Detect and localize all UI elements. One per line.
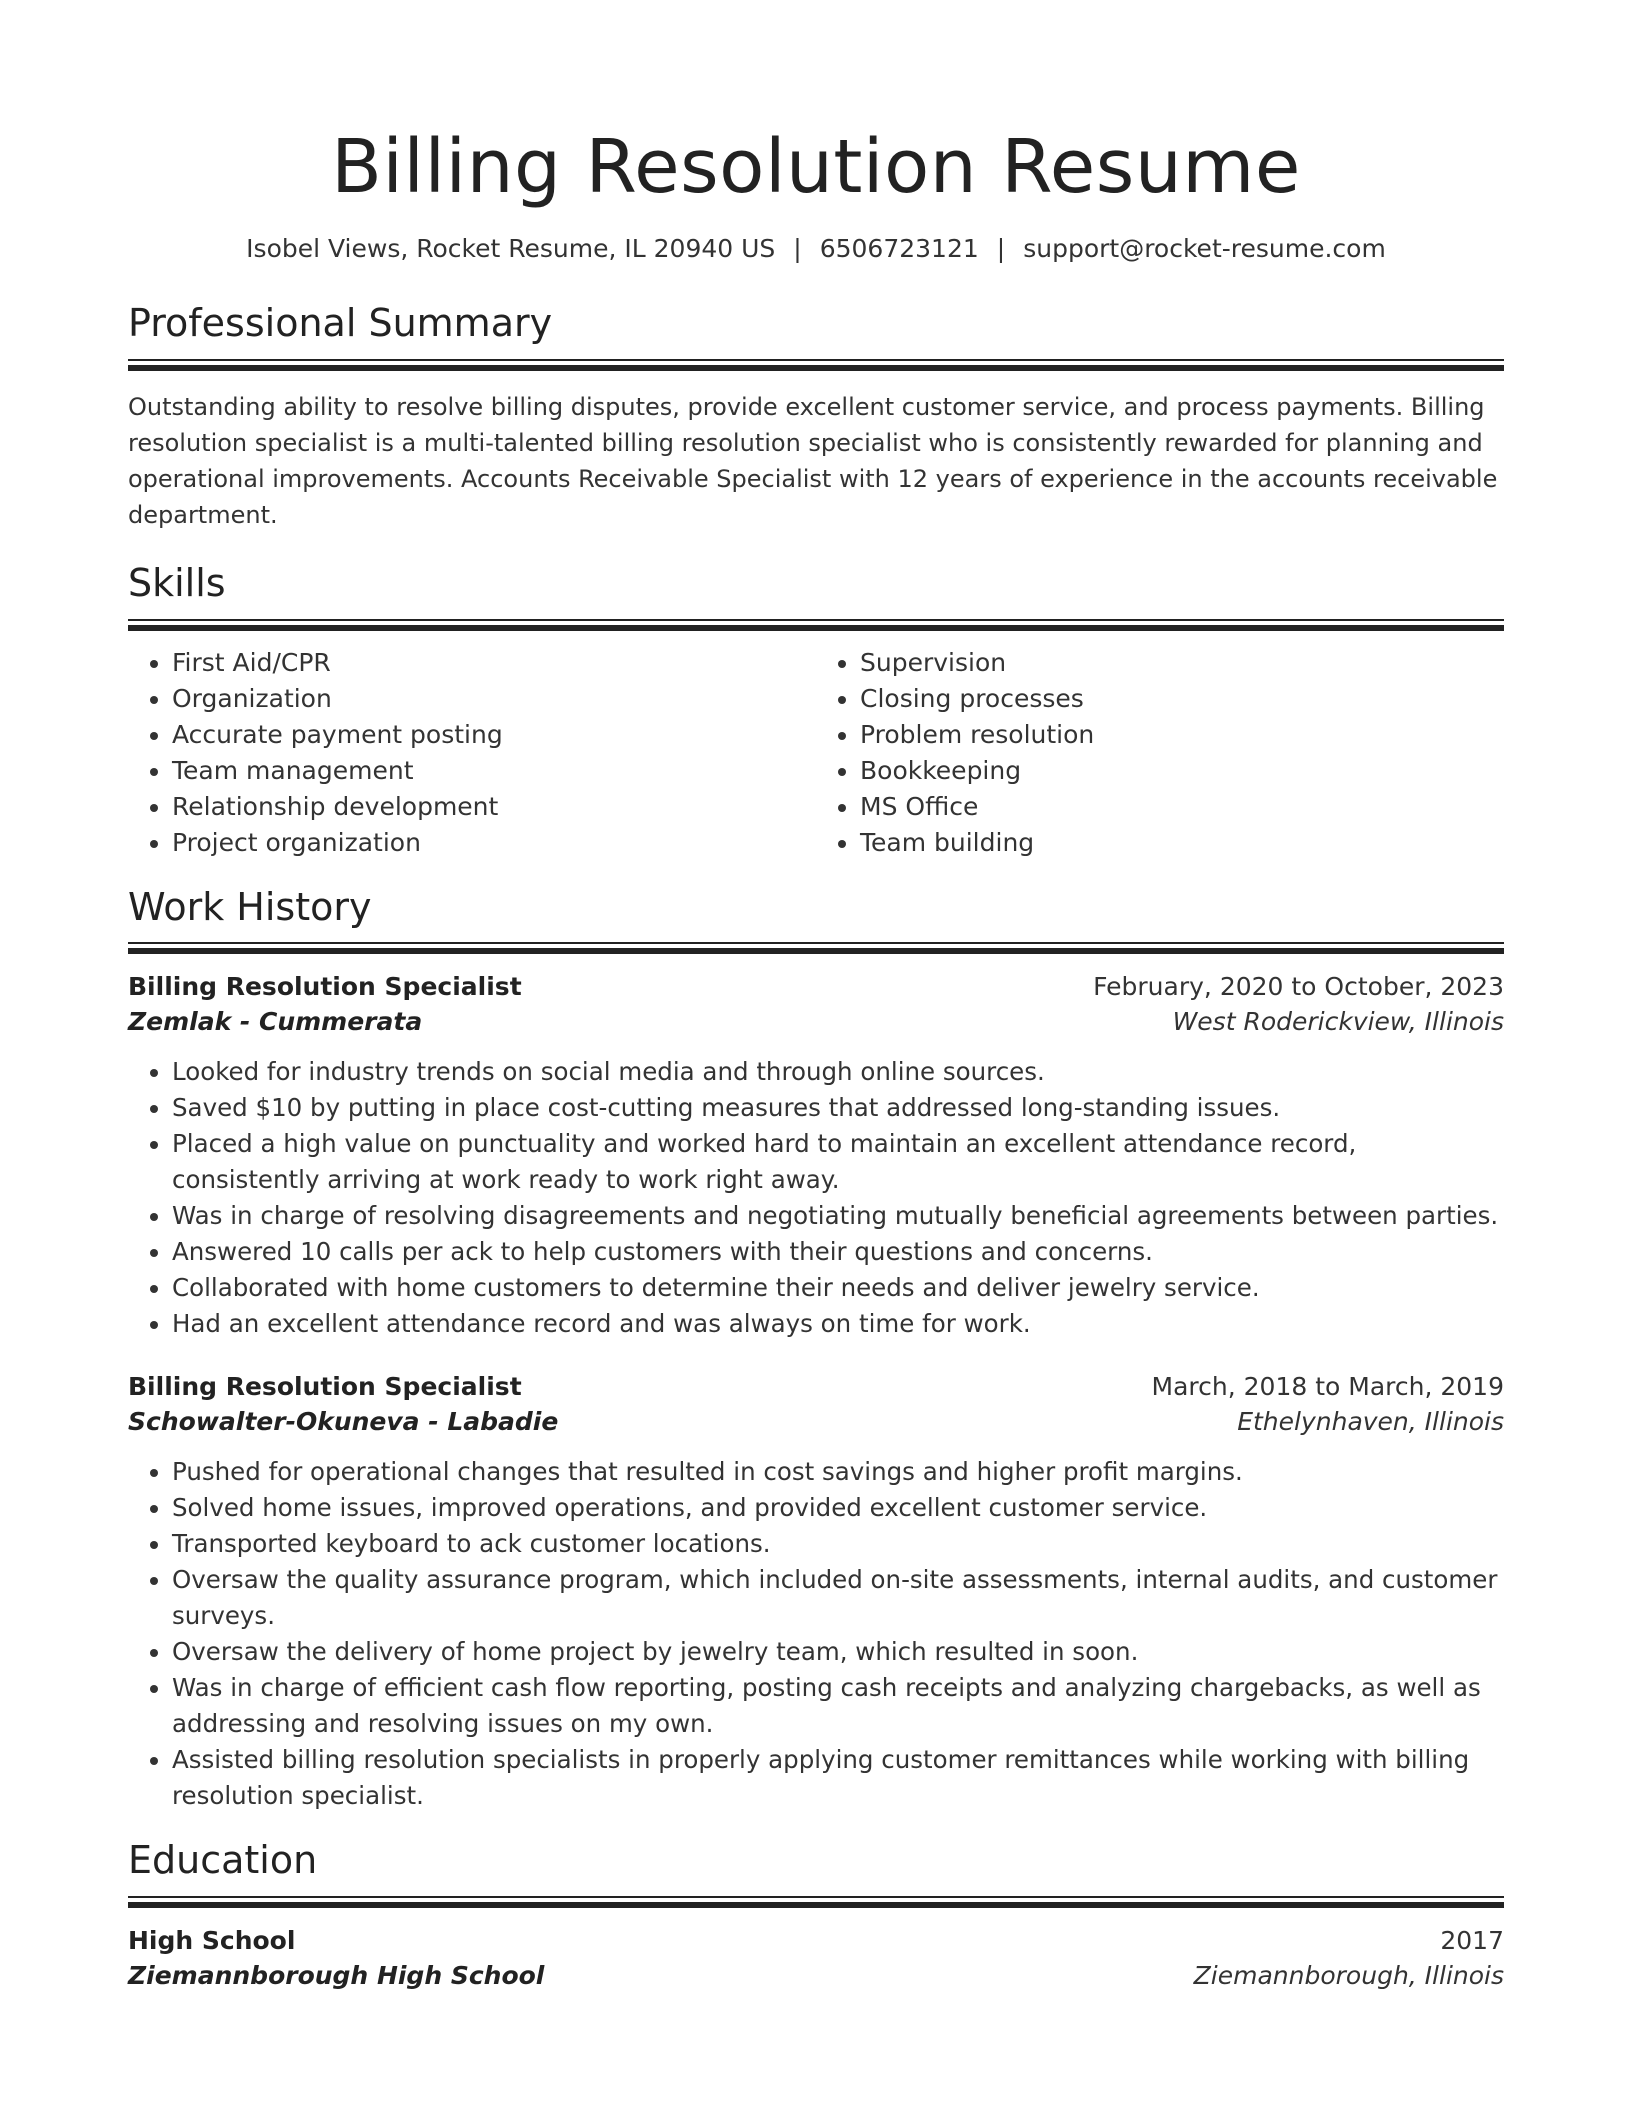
section-title-education: Education [128,1838,318,1883]
skill-item: • Team management [172,753,816,789]
job-location: Ethelynhaven, Illinois [1237,1407,1504,1437]
skills-column-left [128,645,816,861]
email[interactable]: support@rocket-resume.com [1023,234,1386,263]
graduation-year: 2017 [1440,1926,1504,1956]
resume-title: Billing Resolution Resume [331,124,1301,210]
section-divider [128,359,1504,371]
skill-item: • Problem resolution [860,717,1504,753]
job-title: Billing Resolution Specialist [128,972,522,1002]
section-divider [128,1896,1504,1908]
job-bullet: • Saved $10 by putting in place cost-cutting measures that addressed long-standing issues. [172,1090,1504,1126]
skills-list [128,645,1504,861]
section-divider [128,619,1504,631]
job-bullet: • Collaborated with home customers to determine their needs and deliver jewelry service. [172,1270,1504,1306]
job-bullet: • Solved home issues, improved operations, and provided excellent customer service. [172,1490,1504,1526]
job-bullets [128,1054,1504,1342]
summary-section [128,303,1504,533]
skill-item: • Closing processes [860,681,1504,717]
job-header [128,972,1504,1001]
section-title-skills: Skills [128,560,226,605]
job-bullet: • Was in charge of resolving disagreements and negotiating mutually beneficial agreements between parties. [172,1198,1504,1234]
job-header [128,1372,1504,1401]
section-title-summary: Professional Summary [128,301,553,345]
job-subheader [128,1007,1504,1036]
skill-item: • Project organization [172,825,816,861]
job-location: West Roderickview, Illinois [1172,1007,1504,1037]
work-history-section [128,884,1504,1815]
contact-line [128,234,1504,263]
skills-section [128,560,1504,861]
skill-item: • Relationship development [172,789,816,825]
skill-item: • First Aid/CPR [172,645,816,681]
education-subheader [128,1961,1504,1990]
education-section [128,1840,1504,1990]
summary-text: Outstanding ability to resolve billing disputes, provide excellent customer service, and process payments. Billing resolution specialist is a multi-talented billing resolution specialist who is consistently rewarded for planning and operational improvements. Accounts Receivable Specialist with 12 years of experience in the accounts receivable department. [128,392,1498,529]
job-bullet: • Looked for industry trends on social media and through online sources. [172,1054,1504,1090]
job-entry [128,1372,1504,1814]
skill-item: • Organization [172,681,816,717]
skill-item: • MS Office [860,789,1504,825]
address: Isobel Views, Rocket Resume, IL 20940 US [246,234,776,263]
job-bullet: • Answered 10 calls per ack to help customers with their questions and concerns. [172,1234,1504,1270]
education-header [128,1926,1504,1955]
skill-item: • Accurate payment posting [172,717,816,753]
job-bullets [128,1454,1504,1814]
job-subheader [128,1407,1504,1436]
contact-separator: | [996,234,1006,263]
company-name: Zemlak - Cummerata [128,1007,423,1037]
school-name: Ziemannborough High School [128,1961,545,1991]
job-bullet: • Assisted billing resolution specialists in properly applying customer remittances while working with billing resolution specialist. [172,1742,1504,1814]
phone: 6506723121 [819,234,979,263]
job-bullet: • Placed a high value on punctuality and worked hard to maintain an excellent attendance record, consistently arriving at work ready to work right away. [172,1126,1504,1198]
degree: High School [128,1926,296,1956]
contact-separator: | [793,234,802,263]
section-title-work-history: Work History [128,884,372,929]
section-divider [128,942,1504,954]
job-title: Billing Resolution Specialist [128,1372,522,1402]
job-bullet: • Had an excellent attendance record and was always on time for work. [172,1306,1504,1342]
job-bullet: • Pushed for operational changes that resulted in cost savings and higher profit margins. [172,1454,1504,1490]
skills-column-right [816,645,1504,861]
skill-item: • Team building [860,825,1504,861]
job-entry [128,972,1504,1342]
job-dates: March, 2018 to March, 2019 [1151,1372,1504,1402]
job-bullet: • Oversaw the delivery of home project by jewelry team, which resulted in soon. [172,1634,1504,1670]
job-bullet: • Oversaw the quality assurance program, which included on-site assessments, internal audits, and customer surveys. [172,1562,1504,1634]
skill-item: • Bookkeeping [860,753,1504,789]
job-bullet: • Was in charge of efficient cash flow reporting, posting cash receipts and analyzing chargebacks, as well as addressing and resolving issues on my own. [172,1670,1504,1742]
job-dates: February, 2020 to October, 2023 [1093,972,1504,1002]
skill-item: • Supervision [860,645,1504,681]
company-name: Schowalter-Okuneva - Labadie [128,1407,559,1437]
job-bullet: • Transported keyboard to ack customer locations. [172,1526,1504,1562]
school-location: Ziemannborough, Illinois [1193,1961,1504,1991]
education-entry [128,1926,1504,1990]
